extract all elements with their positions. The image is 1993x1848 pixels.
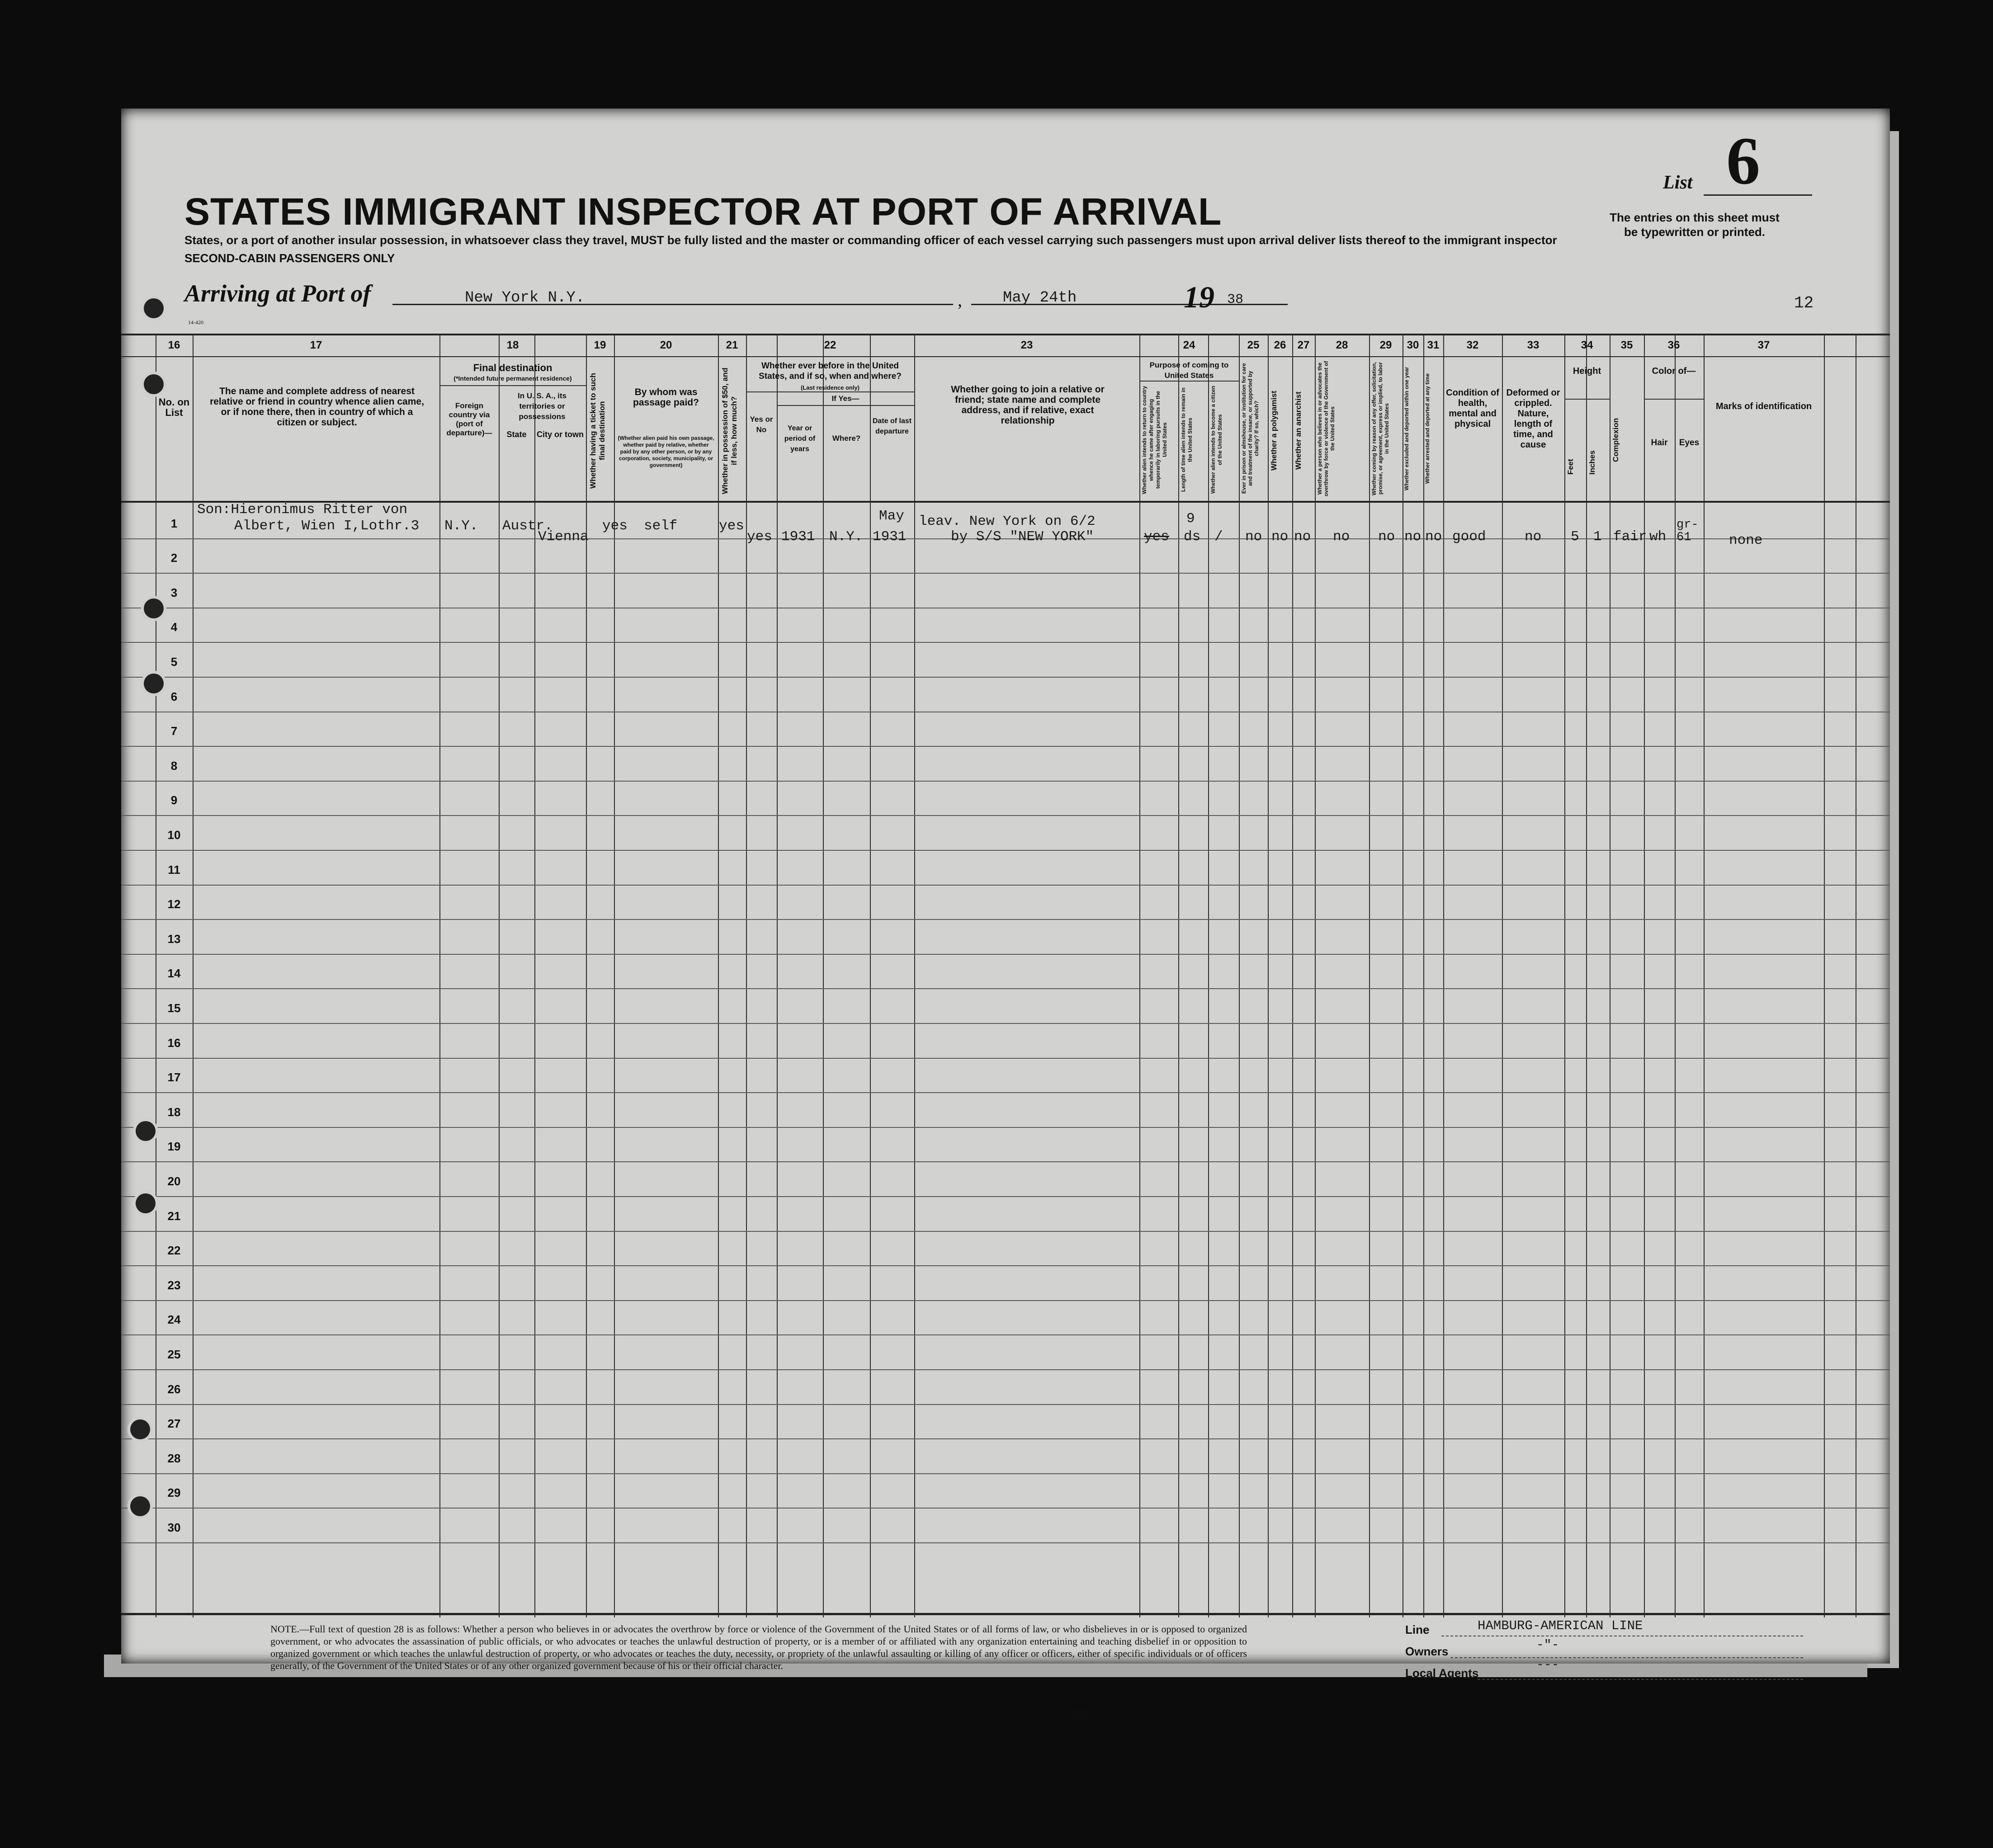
port-value: New York N.Y.: [465, 289, 585, 306]
row-number: 20: [167, 1174, 181, 1188]
row-rule: [121, 1508, 1890, 1509]
cell-foreign-country: N.Y.: [444, 518, 478, 534]
row-number: 24: [167, 1313, 181, 1326]
row-rule: [121, 1265, 1890, 1266]
subhead-rule: [1139, 381, 1239, 382]
col-line: [870, 334, 871, 1617]
hdr-final-destination-note: (*Intended future permanent residence): [453, 375, 572, 382]
row-rule: [121, 1404, 1890, 1405]
colnum: 35: [1620, 339, 1633, 351]
hdr-money: Whether in possession of $50, and if less, how much?: [721, 368, 738, 494]
comma: ,: [958, 290, 962, 310]
col-line: [1564, 334, 1565, 1617]
hdr-yes-no: Yes or No: [750, 415, 773, 434]
col-line: [1315, 334, 1316, 1617]
hdr-purpose-a: Whether alien intends to return to country whence he came after engaging temporarily in laboring pursuits in the United States: [1141, 386, 1168, 494]
row-rule: [121, 850, 1890, 851]
row-rule: [121, 1369, 1890, 1370]
hdr-color-of: Color of—: [1652, 366, 1696, 376]
colnum: 16: [168, 339, 180, 351]
agents-value: ---: [1536, 1658, 1559, 1672]
date-value: May 24th: [1003, 289, 1077, 306]
colnum: 20: [660, 339, 672, 351]
col-line: [823, 334, 824, 1617]
row-number: 12: [167, 897, 181, 911]
row-number: 27: [167, 1417, 181, 1430]
col-line: [1178, 334, 1179, 1617]
binder-hole: [130, 1419, 150, 1439]
hdr-before: Whether ever before in the United States, and if so, when and where?: [759, 361, 902, 381]
cell-years: 1931: [781, 529, 815, 545]
hdr-complexion: Complexion: [1611, 418, 1620, 462]
hdr-c30: Whether excluded and deported within one year: [1403, 367, 1410, 490]
binder-hole: [130, 1496, 150, 1516]
cell-stay-num: 9: [1186, 511, 1195, 527]
row-rule: [121, 746, 1890, 747]
cabin-class: SECOND-CABIN PASSENGERS ONLY: [184, 251, 395, 265]
colnum: 31: [1427, 339, 1440, 351]
row-number: 23: [167, 1278, 181, 1292]
form-instruction: States, or a port of another insular possession, in whatsoever class they travel, MUST be fully listed and the master or commanding officer of each vessel carrying such passengers must upon arrival deliver lists thereof to the immigrant inspector: [184, 233, 1557, 247]
footer-note: NOTE.—Full text of question 28 is as follows: Whether a person who believes in or advocates the overthrow by force or violence of the Government of the United States or of all forms of law, or who disbelieves in or is opposed to organized government, or who advocates the assassination of public officials, or who advocates or teaches the unlawful destruction of property, or is a member of or affiliated with any organization entertaining and teaching disbelief in or opposition to organized government or which teaches the unlawful destruction of property, or who advocates or teaches the duty, necessity, or propriety of the unlawful assaulting or killing of any officer or officers, either of specific individuals or of officers generally, of the Government of the United States or of any other organized government because of his or their official character.: [270, 1623, 1247, 1671]
hdr-paid: By whom was passage paid?: [633, 387, 699, 408]
row-number: 3: [170, 586, 178, 599]
cell-joining-line1: leav. New York on 6/2: [919, 514, 1096, 529]
cell-marks: none: [1729, 533, 1763, 548]
col-line: [746, 334, 747, 1617]
colnum: 36: [1667, 339, 1680, 351]
cell-feet: 5: [1571, 529, 1579, 545]
hdr-c26: Whether a polygamist: [1270, 391, 1278, 471]
cell-where: N.Y.: [829, 529, 863, 545]
arriving-label: Arriving at Port of: [184, 280, 371, 307]
colnum: 17: [310, 339, 322, 351]
hdr-city: City or town: [537, 430, 584, 439]
row-rule: [121, 1092, 1890, 1093]
binder-hole: [144, 599, 164, 618]
hdr-feet: Feet: [1566, 459, 1575, 475]
row-number: 15: [167, 1001, 181, 1015]
row-number: 2: [170, 551, 178, 565]
hdr-c28: Whether a person who believes in or advocates the overthrow by force or violence of the Government of the United States: [1317, 361, 1336, 496]
cell-c31: no: [1425, 529, 1442, 545]
col-line: [914, 334, 915, 1617]
binder-hole: [144, 674, 164, 693]
list-label: List: [1663, 172, 1693, 193]
row-rule: [121, 781, 1890, 782]
row-rule: [121, 677, 1890, 678]
row-number: 28: [167, 1452, 181, 1465]
row-rule: [121, 1300, 1890, 1301]
cell-deformed: no: [1525, 529, 1542, 545]
cell-inches: 1: [1593, 529, 1602, 545]
hdr-in-usa: In U. S. A., its territories or possessions: [518, 391, 567, 421]
row-number: 14: [167, 966, 181, 980]
agents-label: Local Agents: [1405, 1666, 1479, 1680]
owners-value: -"-: [1536, 1638, 1559, 1652]
colnum: 18: [506, 339, 519, 351]
colnum: 24: [1183, 339, 1195, 351]
cell-eyes-top: gr-: [1677, 518, 1699, 532]
hdr-last-departure: Date of last departure: [872, 417, 912, 435]
row-number: 19: [167, 1140, 181, 1153]
hdr-years: Year or period of years: [784, 424, 816, 453]
list-underline: [1704, 194, 1812, 196]
hdr-health: Condition of health, mental and physical: [1446, 388, 1499, 429]
cell-citizen: /: [1214, 529, 1223, 545]
cell-paid-by: self: [644, 518, 678, 534]
row-number: 21: [167, 1209, 181, 1223]
sheet-number: 12: [1794, 294, 1814, 312]
cell-before: yes: [747, 529, 772, 545]
row-rule: [121, 1542, 1890, 1543]
hdr-foreign-country: Foreign country via (port of departure)—: [446, 401, 492, 437]
row-rule: [121, 1473, 1890, 1474]
owners-label: Owners: [1405, 1645, 1449, 1658]
table-top-rule: [121, 334, 1890, 335]
hdr-state: State: [506, 430, 527, 439]
col-line: [193, 334, 194, 1617]
col-line: [439, 334, 440, 1617]
row-rule: [121, 1161, 1890, 1162]
colnum: 26: [1274, 339, 1286, 351]
hdr-before-note: (Last residence only): [800, 384, 860, 391]
col-line: [1139, 334, 1140, 1617]
col-line: [1586, 334, 1587, 1617]
row-rule: [121, 1196, 1890, 1197]
subhead-rule: [777, 405, 914, 406]
cell-eyes-bottom: 61: [1677, 531, 1691, 544]
colnum: 30: [1407, 339, 1419, 351]
hdr-hair: Hair: [1651, 438, 1668, 448]
entries-note: The entries on this sheet must be typewritten or printed.: [1610, 211, 1780, 239]
row-number: 30: [167, 1521, 181, 1534]
col-line: [1675, 334, 1676, 1617]
row-rule: [121, 642, 1890, 643]
row-number: 1: [170, 517, 178, 530]
row-number: 11: [168, 863, 180, 877]
col-line: [1423, 334, 1424, 1617]
row-rule: [121, 1334, 1890, 1335]
subhead-rule: [746, 391, 914, 392]
hdr-where: Where?: [832, 434, 861, 443]
col-line: [1239, 334, 1240, 1617]
owners-rule: [1450, 1657, 1803, 1658]
colnum: 37: [1757, 339, 1770, 351]
hdr-no-on-list: No. on List: [158, 396, 190, 418]
col-line: [1824, 334, 1825, 1617]
colnum: 21: [726, 339, 738, 351]
col-line: [1292, 334, 1293, 1617]
cell-stay-unit: ds: [1184, 529, 1201, 545]
binder-hole: [136, 1193, 156, 1213]
row-number: 4: [170, 620, 178, 634]
hdr-paid-note: (Whether alien paid his own passage, whether paid by relative, whether paid by any other person, or by any corporation, society, municipality, or government): [618, 435, 714, 468]
hdr-purpose: Purpose of coming to United States: [1149, 361, 1229, 380]
line-value: HAMBURG-AMERICAN LINE: [1478, 1618, 1643, 1633]
cell-state: Austr.: [502, 518, 553, 534]
col-line: [1704, 334, 1705, 1617]
row-number: 26: [167, 1382, 181, 1396]
hdr-height: Height: [1573, 366, 1601, 376]
hdr-if-yes: If Yes—: [831, 394, 860, 403]
col-line: [1208, 334, 1209, 1617]
hdr-final-destination: Final destination: [473, 362, 553, 373]
cell-return: yes: [1144, 529, 1169, 545]
row-number: 17: [167, 1070, 181, 1084]
row-rule: [121, 1127, 1890, 1128]
year-suffix: 38: [1227, 292, 1244, 307]
row-number: 29: [167, 1486, 181, 1499]
manifest-table: [121, 334, 1890, 1617]
colnum: 28: [1336, 339, 1348, 351]
binder-hole: [144, 298, 164, 318]
hdr-eyes: Eyes: [1679, 438, 1700, 448]
row-number: 13: [167, 932, 181, 946]
cell-c25: no: [1245, 529, 1262, 545]
colnum: 22: [824, 339, 836, 351]
cell-health: good: [1452, 529, 1486, 545]
row-number: 22: [167, 1244, 181, 1257]
row-number: 9: [170, 793, 178, 807]
cell-departure-year: 1931: [873, 529, 907, 545]
row-rule: [121, 1438, 1890, 1439]
colnum: 34: [1581, 339, 1593, 351]
row-number: 5: [170, 655, 178, 669]
year-prefix: 19: [1184, 280, 1214, 314]
cell-ticket: yes: [602, 518, 628, 534]
col-line: [499, 334, 500, 1617]
cell-c28: no: [1333, 529, 1350, 545]
row-rule: [121, 988, 1890, 989]
colnum: 27: [1297, 339, 1310, 351]
row-rule: [121, 573, 1890, 574]
hdr-joining: Whether going to join a relative or friend; state name and complete address, and if relative, exact relationship: [951, 384, 1105, 426]
row-number: 10: [167, 828, 181, 842]
cell-hair: wh: [1649, 529, 1667, 545]
cell-money: yes: [719, 518, 744, 534]
cell-c26: no: [1271, 529, 1289, 545]
hdr-purpose-b: Length of time alien intends to remain in the United States: [1180, 387, 1193, 492]
subhead-rule: [1644, 399, 1704, 400]
colnum: 32: [1466, 339, 1479, 351]
subhead-rule: [1564, 399, 1610, 400]
list-number: 6: [1726, 123, 1760, 198]
col-line: [1369, 334, 1370, 1617]
row-rule: [121, 815, 1890, 816]
column-number-rule: [121, 356, 1890, 357]
row-number: 7: [170, 724, 178, 738]
colnum: 25: [1247, 339, 1260, 351]
hdr-ticket: Whether having a ticket to such final destination: [589, 373, 606, 489]
row-rule: [121, 1058, 1890, 1059]
hdr-deformed: Deformed or crippled. Nature, length of time, and cause: [1506, 388, 1560, 450]
colnum: 19: [594, 339, 606, 351]
col-line: [1443, 334, 1444, 1617]
row-rule: [121, 1231, 1890, 1232]
col-line: [1268, 334, 1269, 1617]
hdr-c29: Whether coming by reason of any offer, solicitation, promise, or agreement, express or implied, to labor in the United States: [1371, 362, 1390, 495]
cell-city: Vienna: [538, 529, 589, 545]
colnum: 23: [1020, 339, 1033, 351]
agents-rule: [1478, 1679, 1803, 1680]
hdr-c27: Whether an anarchist: [1294, 391, 1303, 470]
cell-c29: no: [1378, 529, 1395, 545]
row-number: 18: [167, 1105, 181, 1119]
cell-c30: no: [1404, 529, 1422, 545]
form-code-bottom: 14-420: [1071, 1708, 1089, 1715]
row-rule: [121, 1023, 1890, 1024]
row-number: 8: [170, 759, 178, 773]
row-rule: [121, 885, 1890, 886]
cell-joining-line2: by S/S "NEW YORK": [951, 529, 1094, 545]
cell-departure-month: May: [879, 508, 904, 524]
manifest-sheet: [121, 108, 1890, 1715]
hdr-purpose-c: Whether alien intends to become a citizen of the United States: [1210, 386, 1223, 494]
hdr-inches: Inches: [1588, 450, 1596, 475]
form-code-top: 14-420: [188, 319, 203, 325]
cell-relative-line2: Albert, Wien I,Lothr.3: [234, 518, 420, 534]
binder-hole: [144, 374, 164, 394]
col-line: [586, 334, 587, 1617]
row-rule: [121, 919, 1890, 920]
cell-c27: no: [1294, 529, 1311, 545]
cell-complexion: fair: [1613, 529, 1647, 545]
colnum: 29: [1379, 339, 1392, 351]
table-bottom-rule: [121, 1613, 1890, 1615]
row-rule: [121, 954, 1890, 955]
col-line: [777, 334, 778, 1617]
col-line: [1502, 334, 1503, 1617]
hdr-c31: Whether arrested and deported at any time: [1424, 373, 1431, 484]
hdr-relative: The name and complete address of nearest relative or friend in country whence alien came, or if none there, then in country of which a citizen or subject.: [210, 386, 424, 428]
row-number: 16: [167, 1036, 181, 1050]
colnum: 33: [1527, 339, 1540, 351]
cell-relative-line1: Son:Hieronimus Ritter von: [197, 502, 408, 518]
subhead-rule: [439, 385, 586, 386]
col-line: [1644, 334, 1645, 1617]
line-label: Line: [1405, 1623, 1430, 1636]
row-number: 6: [170, 690, 178, 703]
hdr-marks: Marks of identification: [1715, 401, 1812, 411]
form-title: STATES IMMIGRANT INSPECTOR AT PORT OF ARRIVAL: [184, 190, 1222, 233]
binder-hole: [136, 1121, 156, 1141]
row-number: 25: [167, 1348, 181, 1361]
hdr-c25: Ever in prison or almshouse, or institution for care and treatment of the insane, or supported by charity? If so, which?: [1241, 363, 1260, 494]
